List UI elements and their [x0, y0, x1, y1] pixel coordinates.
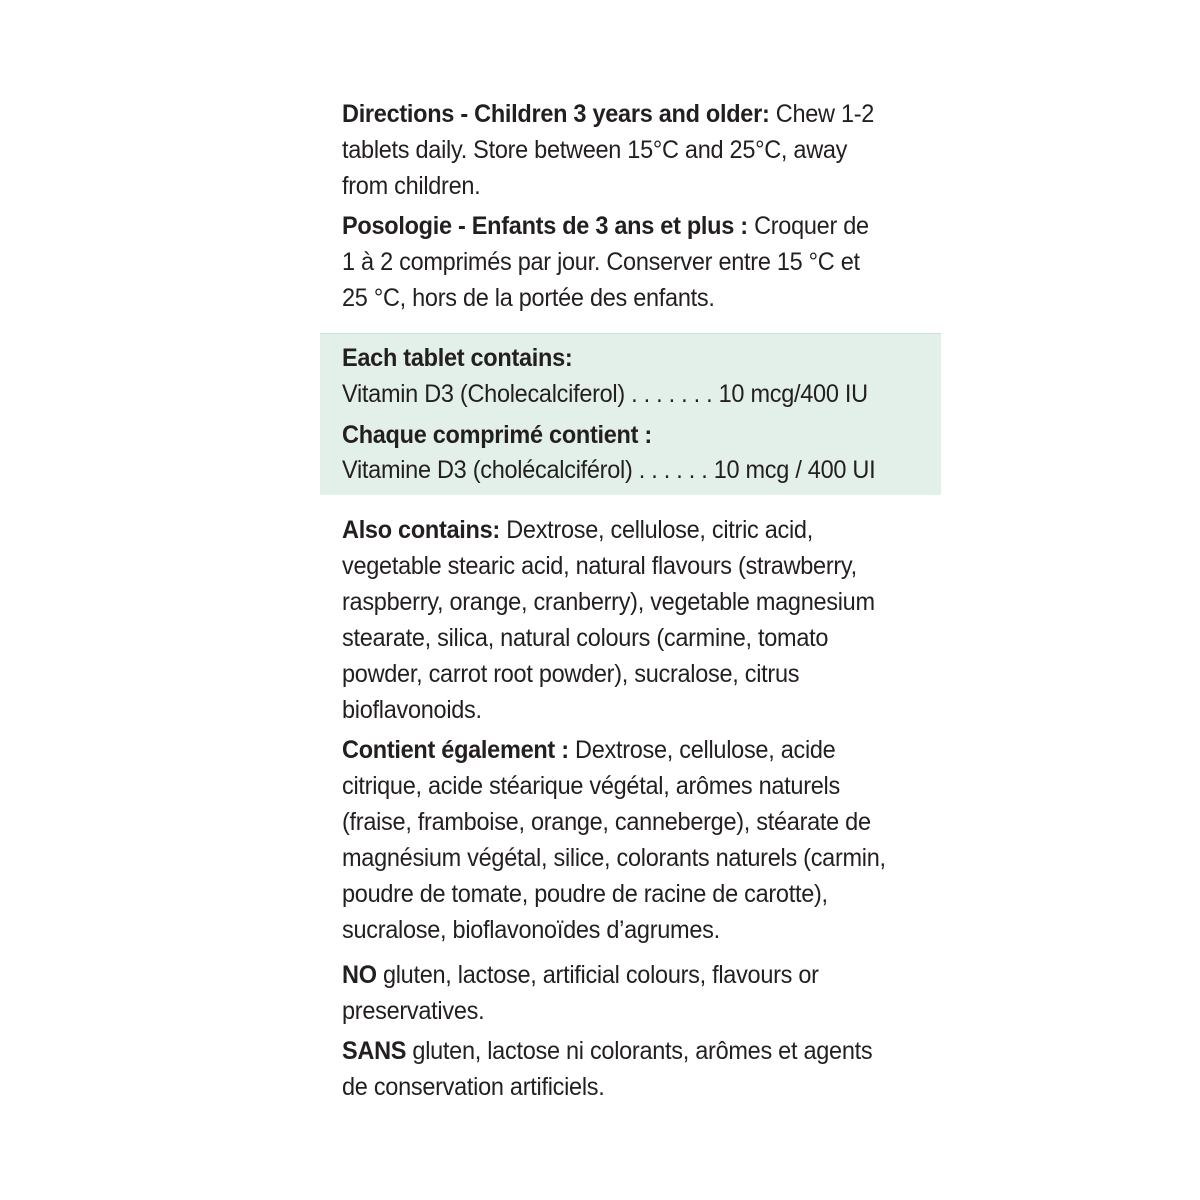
directions-english-text: Chew 1-2 tablets daily. Store between 15°C and 25°C, away from children. [342, 100, 875, 200]
each-tablet-heading: Each tablet contains: [342, 344, 573, 372]
contient-egalement-text: Dextrose, cellulose, acide citrique, acide stéarique végétal, arômes naturels (fraise, framboise, orange, canneberge), stéarate de magnésium végétal, silice, colorants naturels (carmin, poudre de tomate, poudre de racine de carotte), sucralose, bioflavonoïdes d’agrumes. [342, 736, 886, 944]
directions-french [342, 208, 887, 316]
vitamin-d3-line-french: Vitamine D3 (cholécalciférol) . . . . . . 10 mcg / 400 UI [342, 456, 876, 484]
vitamin-d3-line-english: Vitamin D3 (Cholecalciferol) . . . . . . . 10 mcg/400 IU [342, 380, 868, 408]
also-contains-english [342, 512, 887, 728]
sans-text: gluten, lactose ni colorants, arômes et agents de conservation artificiels. [342, 1037, 873, 1101]
no-text: gluten, lactose, artificial colours, flavours or preservatives. [342, 961, 819, 1025]
directions-french-label: Posologie - Enfants de 3 ans et plus : [342, 212, 748, 240]
free-of-french [342, 1033, 887, 1105]
contient-egalement-label: Contient également : [342, 736, 569, 764]
directions-french-text: Croquer de 1 à 2 comprimés par jour. Conserver entre 15 °C et 25 °C, hors de la portée des enfants. [342, 212, 869, 312]
also-contains-text: Dextrose, cellulose, citric acid, vegetable stearic acid, natural flavours (strawberry, raspberry, orange, cranberry), vegetable magnesium stearate, silica, natural colours (carmine, tomato powder, carrot root powder), sucralose, citrus bioflavonoids. [342, 516, 875, 724]
sans-label: SANS [342, 1037, 407, 1065]
also-contains-french [342, 732, 887, 948]
no-label: NO [342, 961, 377, 989]
chaque-comprime-heading: Chaque comprimé contient : [342, 421, 652, 449]
also-contains-label: Also contains: [342, 516, 500, 544]
directions-english [342, 96, 887, 204]
directions-english-label: Directions - Children 3 years and older: [342, 100, 770, 128]
free-of-english [342, 957, 887, 1029]
